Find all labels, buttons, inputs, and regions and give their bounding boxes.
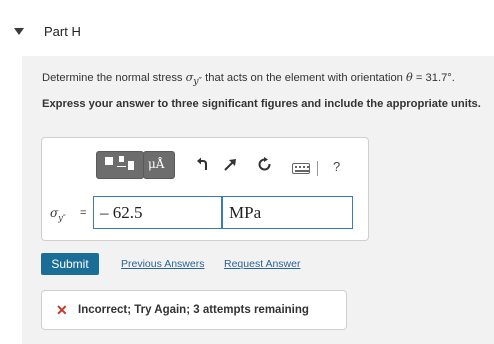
units-icon: μÅ: [148, 157, 165, 171]
templates-button[interactable]: [96, 151, 144, 179]
answer-label-equals: =: [80, 207, 87, 219]
help-icon[interactable]: ?: [333, 159, 341, 174]
submit-button[interactable]: Submit: [41, 253, 99, 275]
previous-answers-link[interactable]: Previous Answers: [121, 258, 205, 270]
keyboard-icon[interactable]: [292, 163, 310, 174]
request-answer-link[interactable]: Request Answer: [224, 258, 301, 270]
question-text: Determine the normal stress $\sigma_{y''}$ that acts on the element with orientation θ = 31.7°.: [42, 71, 455, 88]
toolbar-divider: [317, 161, 318, 176]
incorrect-x-icon: ✕: [56, 302, 68, 318]
undo-icon[interactable]: [196, 157, 208, 171]
sigma-symbol: $\sigma_{y''}$: [185, 71, 203, 88]
value-input[interactable]: – 62.5: [93, 196, 222, 229]
part-header[interactable]: [0, 0, 494, 64]
answer-label-symbol: $\sigma_{y''}$: [50, 206, 66, 223]
collapse-caret-icon[interactable]: [14, 28, 24, 35]
feedback-text: Incorrect; Try Again; 3 attempts remaining: [78, 304, 309, 316]
part-title: Part H: [44, 24, 81, 39]
reset-icon[interactable]: [258, 157, 272, 171]
unit-input[interactable]: MPa: [222, 196, 353, 229]
answer-instruction: Express your answer to three significant figures and include the appropriate units.: [42, 98, 481, 110]
feedback-box: [41, 290, 347, 330]
units-button[interactable]: [143, 151, 175, 179]
redo-icon[interactable]: [224, 157, 238, 171]
